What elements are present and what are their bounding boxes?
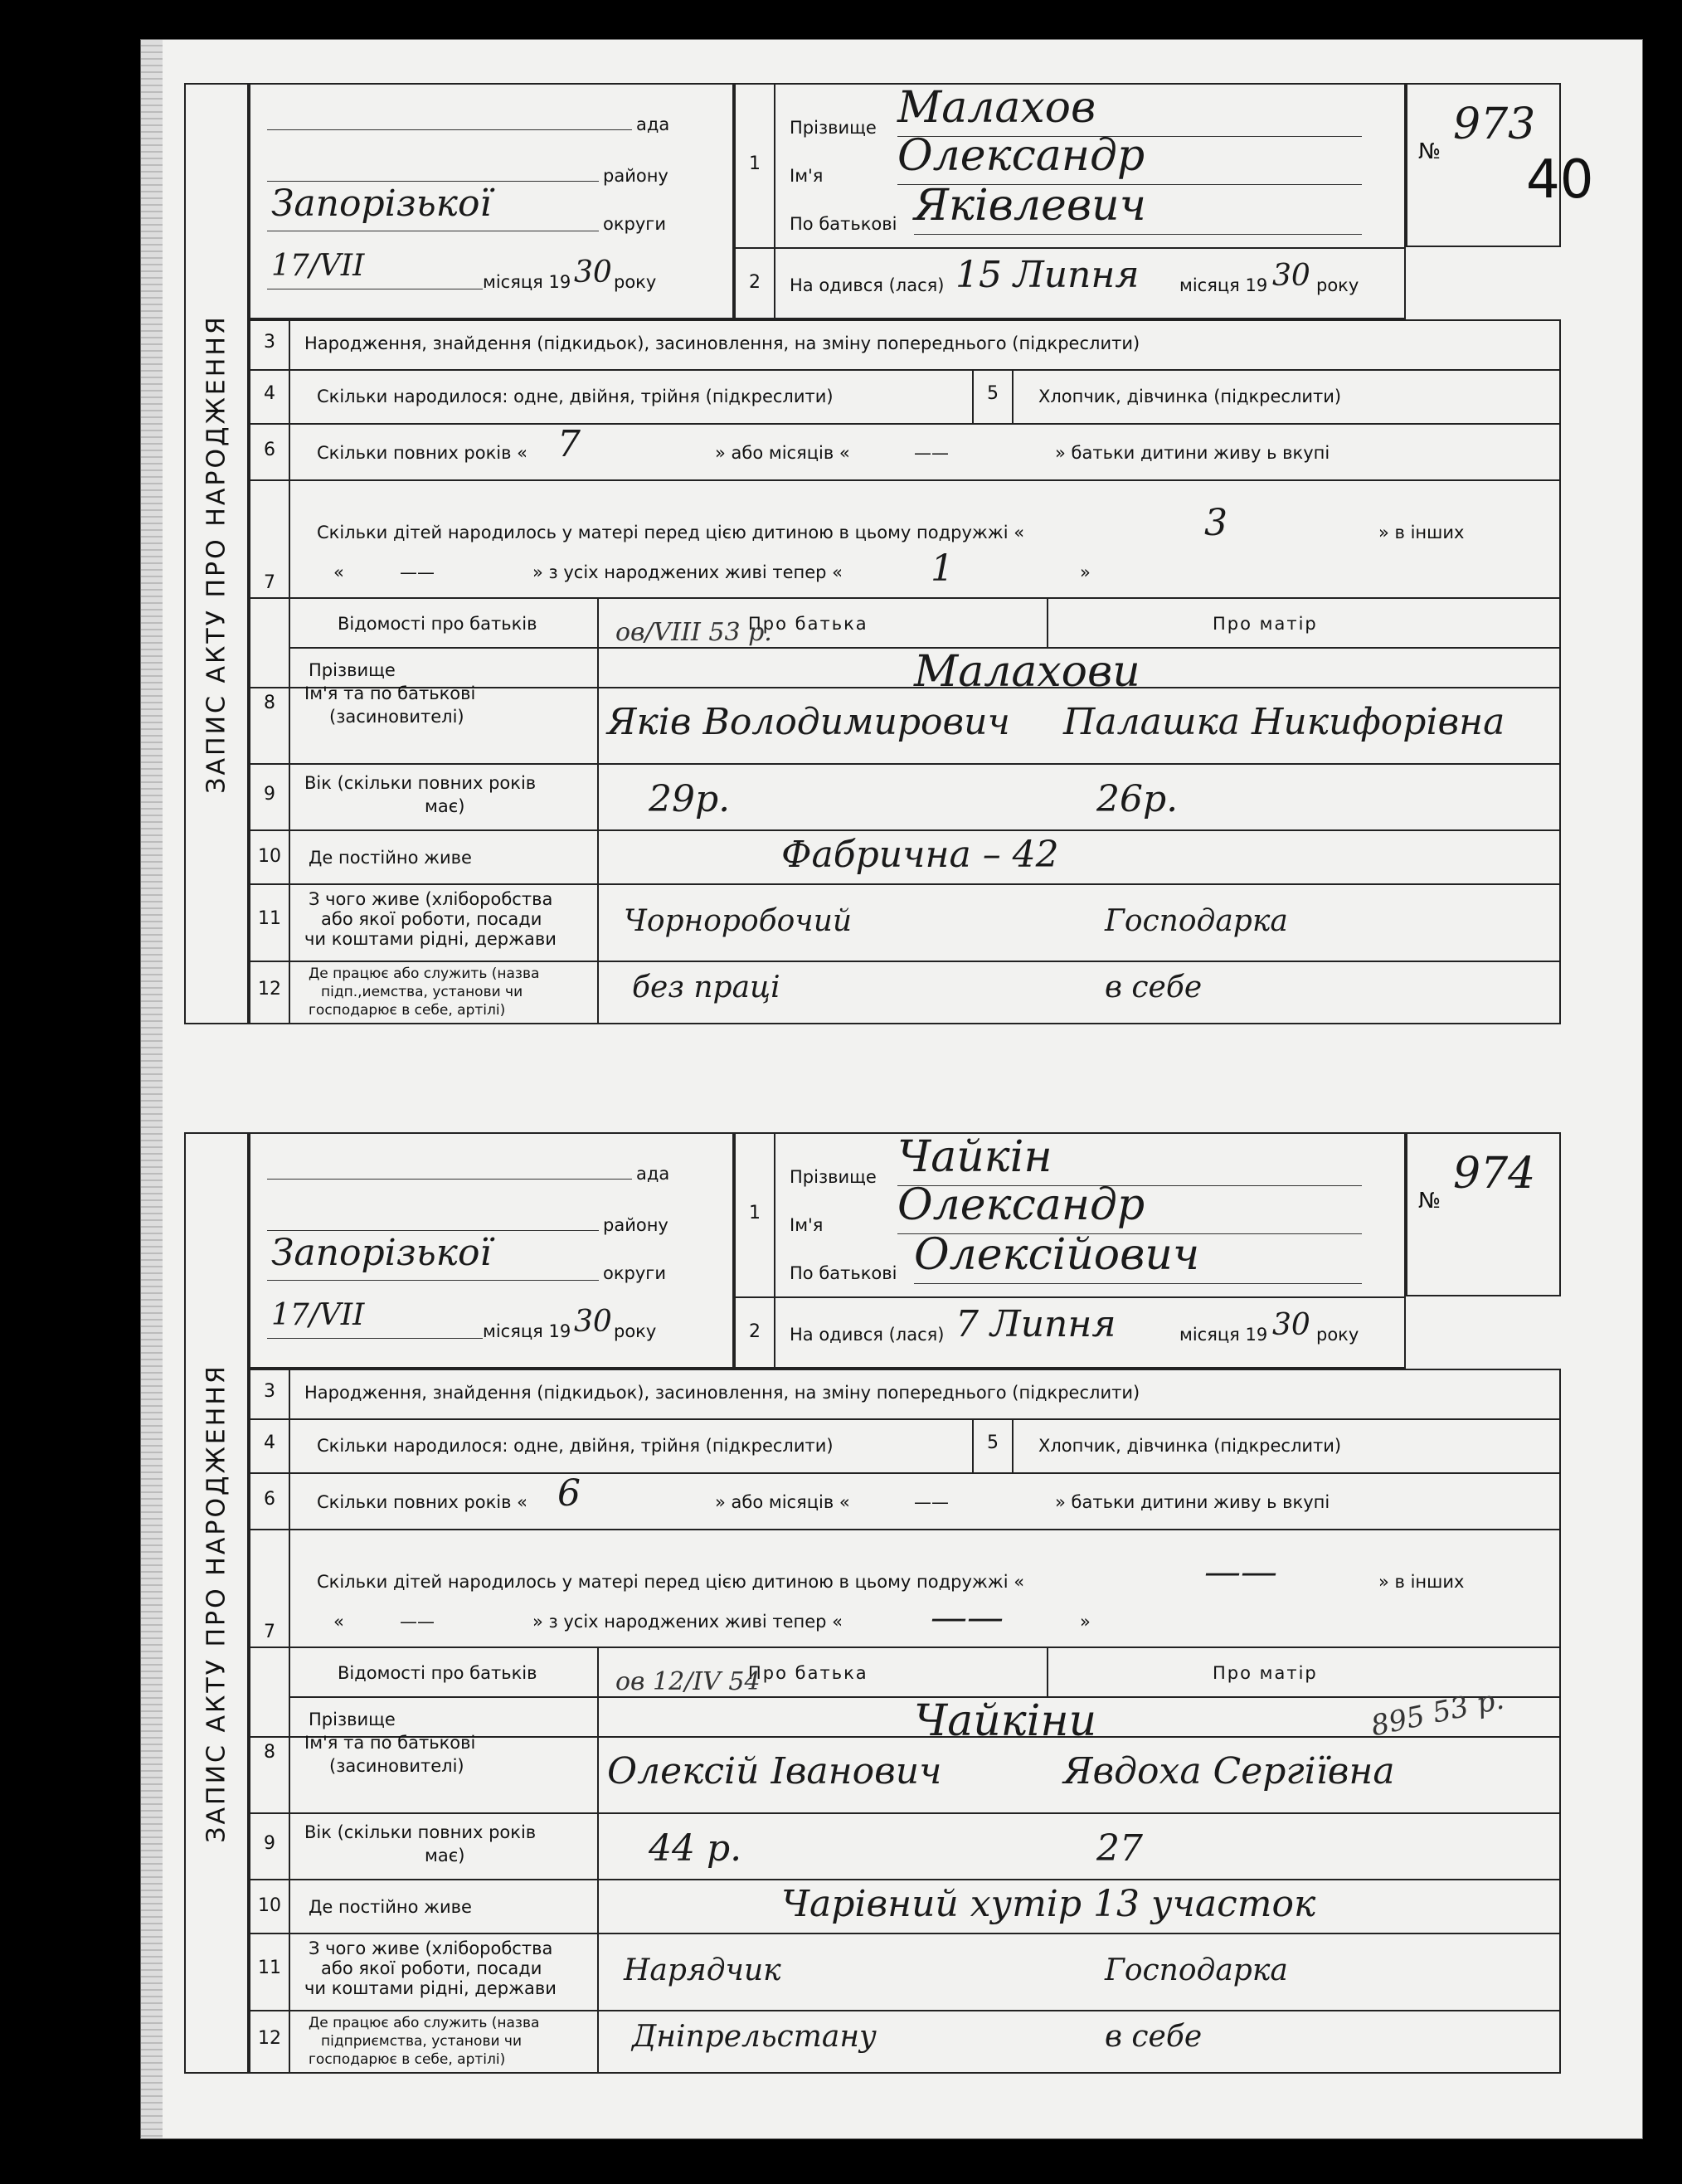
year-label: року bbox=[614, 1321, 657, 1341]
row-number: 10 bbox=[258, 1895, 281, 1916]
born-year-label: року bbox=[1316, 275, 1359, 295]
father-name: Олексій Іванович bbox=[607, 1750, 942, 1792]
label-workplace-2: підп.,иемства, установи чи bbox=[321, 984, 523, 1000]
rule-line bbox=[1012, 1418, 1014, 1472]
father-age: 29р. bbox=[649, 778, 731, 820]
born-year-label: року bbox=[1316, 1325, 1359, 1345]
rule-line bbox=[1047, 1647, 1048, 1696]
mother-name: Явдоха Сергіївна bbox=[1063, 1750, 1395, 1792]
row-number: 8 bbox=[264, 1742, 275, 1763]
surname-label: Прізвище bbox=[790, 118, 877, 138]
rule-line bbox=[1012, 369, 1014, 423]
rule-line bbox=[267, 1338, 483, 1339]
row-3-text: Народження, знайдення (підкидьок), засиновлення, на зміну попереднього (підкреслити) bbox=[304, 1383, 1140, 1403]
other-marriages-children: —— bbox=[400, 1612, 435, 1632]
birth-record-1 bbox=[184, 83, 1561, 1024]
surname-label: Прізвище bbox=[790, 1167, 877, 1187]
row-6-label-tail: » батьки дитини живу ь вкупі bbox=[1055, 443, 1330, 463]
row-6-label-tail: » батьки дитини живу ь вкупі bbox=[1055, 1492, 1330, 1512]
child-name: Олександр bbox=[897, 1180, 1145, 1230]
annotation-stamp: ов 12/IV 54 bbox=[615, 1667, 761, 1696]
parents-surname: Малахови bbox=[914, 647, 1140, 697]
months-together: —— bbox=[914, 443, 949, 463]
rule-line bbox=[249, 2010, 1561, 2011]
rule-line bbox=[914, 1283, 1362, 1284]
rule-line bbox=[249, 1418, 1561, 1420]
rule-line bbox=[267, 1280, 599, 1281]
number-label: № bbox=[1418, 139, 1441, 164]
row-number: 1 bbox=[749, 1203, 761, 1223]
record-number: 973 bbox=[1453, 100, 1536, 149]
born-label: На одився (лася) bbox=[790, 1325, 945, 1345]
rule-line bbox=[267, 181, 599, 182]
rada-label: ада bbox=[636, 1164, 670, 1184]
row-number: 10 bbox=[258, 846, 281, 867]
row-5-text: Хлопчик, дівчинка (підкреслити) bbox=[1038, 387, 1342, 406]
label-workplace-3: господарює в себе, артілі) bbox=[309, 2051, 506, 2068]
rule-line bbox=[267, 129, 632, 130]
name-label: Ім'я bbox=[790, 1215, 824, 1235]
label-age-2: має) bbox=[425, 796, 465, 816]
row-number: 5 bbox=[987, 383, 999, 404]
parents-residence: Чарівний хутір 13 участок bbox=[781, 1883, 1316, 1925]
number-label: № bbox=[1418, 1189, 1441, 1214]
label-occupation-2: або якої роботи, посади bbox=[321, 1958, 542, 1978]
father-workplace: Дніпрельстану bbox=[632, 2020, 877, 2054]
child-surname: Чайкін bbox=[897, 1132, 1052, 1182]
row-6-label-months: » або місяців « bbox=[715, 443, 850, 463]
label-surname: Прізвище bbox=[309, 660, 396, 680]
record-side-title bbox=[184, 1132, 249, 2074]
row-number: 3 bbox=[264, 1381, 275, 1402]
born-label: На одився (лася) bbox=[790, 275, 945, 295]
row-4-text: Скільки народилося: одне, двійня, трійня (підкреслити) bbox=[317, 387, 834, 406]
rule-line bbox=[249, 829, 1561, 831]
label-occupation-2: або якої роботи, посади bbox=[321, 909, 542, 929]
child-surname: Малахов bbox=[897, 83, 1096, 133]
rule-line bbox=[249, 883, 1561, 885]
rule-line bbox=[1047, 597, 1048, 647]
row-7-quote-end: » bbox=[1080, 562, 1091, 582]
okrug-label: округи bbox=[603, 1263, 666, 1283]
mother-workplace: в себе bbox=[1105, 970, 1203, 1004]
row-5-text: Хлопчик, дівчинка (підкреслити) bbox=[1038, 1436, 1342, 1456]
patronymic-label: По батькові bbox=[790, 214, 897, 234]
months-together: —— bbox=[914, 1492, 949, 1512]
side-title-text: ЗАПИС АКТУ ПРО НАРОДЖЕННЯ bbox=[202, 314, 231, 794]
rule-line bbox=[267, 1230, 599, 1231]
label-occupation-3: чи коштами рідні, держави bbox=[304, 1978, 557, 1998]
parents-surname: Чайкіни bbox=[914, 1696, 1097, 1746]
birth-date: 7 Липня bbox=[955, 1303, 1116, 1345]
child-name: Олександр bbox=[897, 131, 1145, 181]
rule-line bbox=[734, 247, 1406, 249]
rule-line bbox=[249, 423, 1561, 425]
rayon-label: району bbox=[603, 1215, 668, 1235]
label-occupation: З чого живе (хліборобства bbox=[309, 1938, 553, 1958]
patronymic-label: По батькові bbox=[790, 1263, 897, 1283]
row-number: 8 bbox=[264, 693, 275, 713]
col-father: Про батька bbox=[748, 614, 868, 634]
father-occupation: Чорноробочий bbox=[624, 904, 853, 938]
label-age: Вік (скільки повних років bbox=[304, 773, 537, 793]
rule-line bbox=[249, 479, 1561, 481]
mother-workplace: в себе bbox=[1105, 2020, 1203, 2054]
row-number: 9 bbox=[264, 1833, 275, 1854]
rule-line bbox=[249, 1472, 1561, 1474]
rule-line bbox=[734, 1296, 1406, 1298]
mother-occupation: Господарка bbox=[1105, 904, 1288, 938]
prior-children: —— bbox=[1204, 1551, 1277, 1593]
label-name: Ім'я та по батькові bbox=[304, 683, 476, 703]
annotation-stamp: ов/VIII 53 р. bbox=[615, 618, 772, 647]
row-7-quote: « bbox=[333, 1612, 344, 1632]
years-together: 7 bbox=[557, 423, 581, 465]
row-number: 1 bbox=[749, 153, 761, 174]
label-age-2: має) bbox=[425, 1846, 465, 1865]
label-workplace-3: господарює в себе, артілі) bbox=[309, 1002, 506, 1019]
birth-record-2 bbox=[184, 1132, 1561, 2074]
row-number: 6 bbox=[264, 440, 275, 460]
rule-line bbox=[249, 1812, 1561, 1814]
mother-age: 26р. bbox=[1096, 778, 1179, 820]
row-3-text: Народження, знайдення (підкидьок), засиновлення, на зміну попереднього (підкреслити) bbox=[304, 333, 1140, 353]
row-7-label-alive: » з усіх народжених живі тепер « bbox=[532, 562, 843, 582]
label-residence: Де постійно живе bbox=[309, 848, 472, 868]
mother-name: Палашка Никифорівна bbox=[1063, 701, 1505, 743]
row-number: 2 bbox=[749, 272, 761, 293]
registration-date: 17/VII bbox=[271, 249, 365, 283]
children-alive: 1 bbox=[931, 547, 954, 590]
label-workplace: Де працює або служить (назва bbox=[309, 2015, 540, 2031]
row-4-text: Скільки народилося: одне, двійня, трійня (підкреслити) bbox=[317, 1436, 834, 1456]
children-alive: —— bbox=[931, 1597, 1004, 1639]
col-father: Про батька bbox=[748, 1663, 868, 1683]
father-age: 44 р. bbox=[649, 1827, 742, 1870]
label-adoptive: (засиновителі) bbox=[329, 707, 464, 727]
col-parents-info: Відомості про батьків bbox=[338, 1663, 537, 1683]
mother-occupation: Господарка bbox=[1105, 1953, 1288, 1987]
col-mother: Про матір bbox=[1213, 1663, 1318, 1683]
registration-date: 17/VII bbox=[271, 1298, 365, 1332]
row-7-label-prior: Скільки дітей народилось у матері перед цією дитиною в цьому подружжі « bbox=[317, 523, 1025, 542]
row-number: 7 bbox=[264, 572, 275, 593]
rule-line bbox=[914, 234, 1362, 235]
rada-label: ада bbox=[636, 114, 670, 134]
row-number: 4 bbox=[264, 1432, 275, 1453]
row-number: 5 bbox=[987, 1432, 999, 1453]
rule-line bbox=[249, 1933, 1561, 1934]
annotation-stamp-2: 895 53 р. bbox=[1368, 1682, 1507, 1744]
rule-line bbox=[249, 763, 1561, 765]
row-number: 12 bbox=[258, 979, 281, 1000]
okrug-value: Запорізької bbox=[271, 1232, 492, 1274]
row-number: 6 bbox=[264, 1489, 275, 1510]
row-7-quote-end: » bbox=[1080, 1612, 1091, 1632]
col-mother: Про матір bbox=[1213, 614, 1318, 634]
birth-year: 30 bbox=[1272, 259, 1310, 293]
label-residence: Де постійно живе bbox=[309, 1897, 472, 1917]
row-number: 4 bbox=[264, 383, 275, 404]
birth-date: 15 Липня bbox=[955, 254, 1140, 296]
month-label: місяця 19 bbox=[483, 272, 571, 292]
row-6-label-years: Скільки повних років « bbox=[317, 443, 528, 463]
row-number: 9 bbox=[264, 784, 275, 805]
row-number: 11 bbox=[258, 908, 281, 929]
row-number: 11 bbox=[258, 1958, 281, 1978]
row-7-label-prior: Скільки дітей народилось у матері перед цією дитиною в цьому подружжі « bbox=[317, 1572, 1025, 1592]
born-month-label: місяця 19 bbox=[1179, 275, 1268, 295]
margin-page-number: 40 bbox=[1526, 149, 1594, 211]
label-workplace: Де працює або служить (назва bbox=[309, 966, 540, 982]
name-label: Ім'я bbox=[790, 166, 824, 186]
row-7-label-other: » в інших bbox=[1378, 523, 1465, 542]
label-name: Ім'я та по батькові bbox=[304, 1733, 476, 1753]
rule-line bbox=[774, 1132, 775, 1369]
row-7-label-alive: » з усіх народжених живі тепер « bbox=[532, 1612, 843, 1632]
label-adoptive: (засиновителі) bbox=[329, 1756, 464, 1776]
father-name: Яків Володимирович bbox=[607, 701, 1010, 743]
years-together: 6 bbox=[557, 1472, 581, 1515]
label-surname: Прізвище bbox=[309, 1710, 396, 1729]
mother-age: 27 bbox=[1096, 1827, 1143, 1870]
label-workplace-2: підприємства, установи чи bbox=[321, 2033, 523, 2050]
row-number: 12 bbox=[258, 2028, 281, 2049]
okrug-label: округи bbox=[603, 214, 666, 234]
year-label: року bbox=[614, 272, 657, 292]
other-marriages-children: —— bbox=[400, 562, 435, 582]
row-7-quote: « bbox=[333, 562, 344, 582]
month-label: місяця 19 bbox=[483, 1321, 571, 1341]
birth-year: 30 bbox=[1272, 1308, 1310, 1342]
rule-line bbox=[249, 961, 1561, 962]
label-age: Вік (скільки повних років bbox=[304, 1822, 537, 1842]
born-month-label: місяця 19 bbox=[1179, 1325, 1268, 1345]
rule-line bbox=[267, 1179, 632, 1180]
row-number: 7 bbox=[264, 1622, 275, 1642]
row-6-label-years: Скільки повних років « bbox=[317, 1492, 528, 1512]
row-number: 2 bbox=[749, 1321, 761, 1342]
registration-year: 30 bbox=[574, 255, 612, 289]
side-title-text: ЗАПИС АКТУ ПРО НАРОДЖЕННЯ bbox=[202, 1363, 231, 1843]
label-occupation: З чого живе (хліборобства bbox=[309, 889, 553, 909]
label-occupation-3: чи коштами рідні, держави bbox=[304, 929, 557, 949]
rule-line bbox=[249, 369, 1561, 371]
parents-residence: Фабрична – 42 bbox=[781, 834, 1059, 876]
row-number: 3 bbox=[264, 332, 275, 353]
col-parents-info: Відомості про батьків bbox=[338, 614, 537, 634]
rule-line bbox=[249, 1879, 1561, 1880]
row-7-label-other: » в інших bbox=[1378, 1572, 1465, 1592]
row-6-label-months: » або місяців « bbox=[715, 1492, 850, 1512]
record-number: 974 bbox=[1453, 1149, 1536, 1199]
rule-line bbox=[249, 1529, 1561, 1530]
rayon-label: району bbox=[603, 166, 668, 186]
record-side-title bbox=[184, 83, 249, 1024]
father-occupation: Нарядчик bbox=[624, 1953, 781, 1987]
father-workplace: без праці bbox=[632, 970, 780, 1004]
binding-edge bbox=[141, 40, 163, 2138]
registration-year: 30 bbox=[574, 1305, 612, 1339]
rule-line bbox=[774, 83, 775, 319]
child-patronymic: Олексійович bbox=[914, 1230, 1200, 1280]
okrug-value: Запорізької bbox=[271, 182, 492, 225]
prior-children: 3 bbox=[1204, 502, 1227, 544]
child-patronymic: Яківлевич bbox=[914, 181, 1146, 231]
